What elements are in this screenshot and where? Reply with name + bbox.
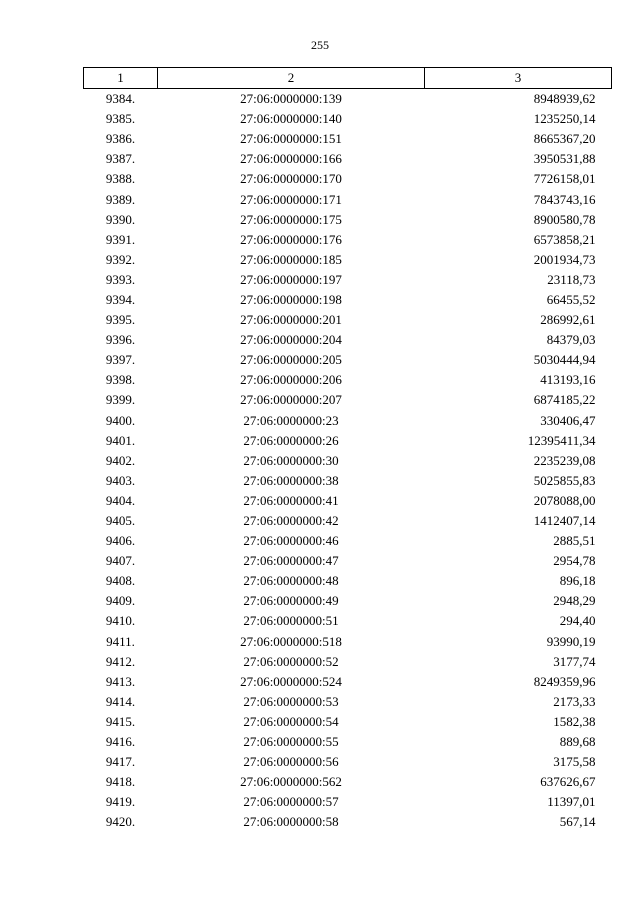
row-number-cell: 9387.	[105, 151, 136, 167]
table-row	[84, 370, 612, 390]
table-row	[84, 330, 612, 350]
table-row	[84, 270, 612, 290]
row-number-cell: 9414.	[105, 693, 136, 709]
table-row	[84, 692, 612, 712]
value-cell: 2078088,00	[533, 492, 596, 508]
table-row	[84, 431, 612, 451]
row-number-cell: 9400.	[105, 412, 136, 428]
row-number-cell: 9399.	[105, 392, 136, 408]
row-number-cell: 9416.	[105, 734, 136, 750]
row-number-cell: 9392.	[105, 251, 136, 267]
cadastral-number-cell: 27:06:0000000:185	[240, 251, 342, 267]
cadastral-number-cell: 27:06:0000000:166	[240, 151, 342, 167]
row-number-cell: 9393.	[105, 271, 136, 287]
table-row	[84, 471, 612, 491]
row-number-cell: 9405.	[105, 513, 136, 529]
value-cell: 11397,01	[547, 794, 596, 810]
cadastral-number-cell: 27:06:0000000:201	[240, 312, 342, 328]
table-row	[84, 712, 612, 732]
cadastral-number-cell: 27:06:0000000:58	[243, 814, 339, 830]
table-header	[84, 68, 612, 89]
cadastral-number-cell: 27:06:0000000:197	[240, 271, 342, 287]
value-cell: 7843743,16	[533, 191, 596, 207]
value-cell: 7726158,01	[533, 171, 596, 187]
row-number-cell: 9417.	[105, 754, 136, 770]
value-cell: 12395411,34	[527, 432, 596, 448]
row-number-cell: 9409.	[105, 593, 136, 609]
value-cell: 637626,67	[540, 774, 596, 790]
table-row	[84, 772, 612, 792]
cadastral-number-cell: 27:06:0000000:55	[243, 734, 339, 750]
row-number-cell: 9413.	[105, 673, 136, 689]
cadastral-number-cell: 27:06:0000000:38	[243, 472, 339, 488]
table-row	[84, 210, 612, 230]
table-row	[84, 89, 612, 110]
value-cell: 66455,52	[546, 291, 596, 307]
row-number-cell: 9411.	[106, 633, 135, 649]
value-cell: 5025855,83	[533, 472, 596, 488]
cadastral-number-cell: 27:06:0000000:524	[240, 673, 342, 689]
cadastral-number-cell: 27:06:0000000:51	[243, 613, 339, 629]
table-row	[84, 571, 612, 591]
header-row	[84, 68, 612, 89]
row-number-cell: 9403.	[105, 472, 136, 488]
cadastral-number-cell: 27:06:0000000:48	[243, 573, 339, 589]
column-header-2: 2	[158, 68, 425, 89]
cadastral-number-cell: 27:06:0000000:53	[243, 693, 339, 709]
table-row	[84, 511, 612, 531]
table-row	[84, 812, 612, 832]
table-row	[84, 491, 612, 511]
cadastral-number-cell: 27:06:0000000:205	[240, 352, 342, 368]
row-number-cell: 9418.	[105, 774, 136, 790]
value-cell: 413193,16	[540, 372, 596, 388]
value-cell: 2948,29	[553, 593, 596, 609]
value-cell: 23118,73	[547, 271, 596, 287]
row-number-cell: 9391.	[105, 231, 136, 247]
table-row	[84, 290, 612, 310]
value-cell: 8665367,20	[533, 131, 596, 147]
table-row	[84, 230, 612, 250]
value-cell: 1235250,14	[533, 111, 596, 127]
row-number-cell: 9396.	[105, 332, 136, 348]
value-cell: 2954,78	[553, 553, 596, 569]
row-number-cell: 9415.	[105, 713, 136, 729]
row-number-cell: 9398.	[105, 372, 136, 388]
table-row	[84, 310, 612, 330]
value-cell: 2885,51	[553, 533, 596, 549]
cadastral-number-cell: 27:06:0000000:175	[240, 211, 342, 227]
row-number-cell: 9401.	[105, 432, 136, 448]
value-cell: 84379,03	[546, 332, 596, 348]
table-row	[84, 792, 612, 812]
row-number-cell: 9410.	[105, 613, 136, 629]
value-cell: 3175,58	[553, 754, 596, 770]
cadastral-number-cell: 27:06:0000000:140	[240, 111, 342, 127]
row-number-cell: 9385.	[105, 111, 136, 127]
cadastral-number-cell: 27:06:0000000:198	[240, 291, 342, 307]
table-row	[84, 531, 612, 551]
table-row	[84, 752, 612, 772]
table-row	[84, 551, 612, 571]
row-number-cell: 9394.	[105, 291, 136, 307]
cadastral-number-cell: 27:06:0000000:562	[240, 774, 342, 790]
row-number-cell: 9386.	[105, 131, 136, 147]
table-row	[84, 652, 612, 672]
cadastral-number-cell: 27:06:0000000:518	[240, 633, 342, 649]
cadastral-number-cell: 27:06:0000000:57	[243, 794, 339, 810]
table-row	[84, 109, 612, 129]
value-cell: 3950531,88	[533, 151, 596, 167]
value-cell: 889,68	[559, 734, 596, 750]
cadastral-number-cell: 27:06:0000000:56	[243, 754, 339, 770]
row-number-cell: 9406.	[105, 533, 136, 549]
table-row	[84, 672, 612, 692]
value-cell: 2001934,73	[533, 251, 596, 267]
table-row	[84, 732, 612, 752]
cadastral-number-cell: 27:06:0000000:47	[243, 553, 339, 569]
row-number-cell: 9404.	[105, 492, 136, 508]
value-cell: 6874185,22	[533, 392, 596, 408]
cadastral-number-cell: 27:06:0000000:46	[243, 533, 339, 549]
cadastral-number-cell: 27:06:0000000:49	[243, 593, 339, 609]
row-number-cell: 9390.	[105, 211, 136, 227]
value-cell: 5030444,94	[533, 352, 596, 368]
page-number: 255	[311, 38, 329, 52]
table-row	[84, 149, 612, 169]
cadastral-number-cell: 27:06:0000000:206	[240, 372, 342, 388]
cadastral-number-cell: 27:06:0000000:139	[240, 91, 342, 107]
cadastral-number-cell: 27:06:0000000:54	[243, 713, 339, 729]
row-number-cell: 9395.	[105, 312, 136, 328]
value-cell: 1582,38	[553, 713, 596, 729]
row-number-cell: 9408.	[105, 573, 136, 589]
table-row	[84, 411, 612, 431]
cadastral-number-cell: 27:06:0000000:151	[240, 131, 342, 147]
table-row	[84, 189, 612, 209]
value-cell: 8948939,62	[533, 91, 596, 107]
row-number-cell: 9389.	[105, 191, 136, 207]
value-cell: 567,14	[559, 814, 596, 830]
cadastral-number-cell: 27:06:0000000:52	[243, 653, 339, 669]
row-number-cell: 9384.	[105, 91, 136, 107]
row-number-cell: 9412.	[105, 653, 136, 669]
column-header-1: 1	[84, 68, 158, 89]
row-number-cell: 9397.	[105, 352, 136, 368]
cadastral-number-cell: 27:06:0000000:207	[240, 392, 342, 408]
value-cell: 8249359,96	[533, 673, 596, 689]
value-cell: 896,18	[559, 573, 596, 589]
table-row	[84, 591, 612, 611]
cadastral-number-cell: 27:06:0000000:41	[243, 492, 339, 508]
cadastral-number-cell: 27:06:0000000:42	[243, 513, 339, 529]
row-number-cell: 9420.	[105, 814, 136, 830]
table-row	[84, 250, 612, 270]
row-number-cell: 9388.	[105, 171, 136, 187]
row-number-cell: 9407.	[105, 553, 136, 569]
value-cell: 286992,61	[540, 312, 596, 328]
cadastral-number-cell: 27:06:0000000:204	[240, 332, 342, 348]
table-row	[84, 611, 612, 631]
value-cell: 3177,74	[553, 653, 596, 669]
cadastral-number-cell: 27:06:0000000:170	[240, 171, 342, 187]
value-cell: 2235239,08	[533, 452, 596, 468]
cadastral-number-cell: 27:06:0000000:171	[240, 191, 342, 207]
value-cell: 294,40	[559, 613, 596, 629]
value-cell: 2173,33	[553, 693, 596, 709]
table-body	[84, 89, 612, 833]
row-number-cell: 9419.	[105, 794, 136, 810]
value-cell: 6573858,21	[533, 231, 596, 247]
value-cell: 8900580,78	[533, 211, 596, 227]
cadastral-number-cell: 27:06:0000000:176	[240, 231, 342, 247]
cadastral-number-cell: 27:06:0000000:30	[243, 452, 339, 468]
table-row	[84, 632, 612, 652]
cadastral-number-cell: 27:06:0000000:23	[243, 412, 339, 428]
table-row	[84, 390, 612, 410]
column-header-3: 3	[425, 68, 612, 89]
table-row	[84, 451, 612, 471]
table-row	[84, 169, 612, 189]
table-row	[84, 129, 612, 149]
value-cell: 1412407,14	[533, 513, 596, 529]
data-table	[83, 67, 612, 832]
value-cell: 93990,19	[546, 633, 596, 649]
cadastral-number-cell: 27:06:0000000:26	[243, 432, 339, 448]
table-row	[84, 350, 612, 370]
row-number-cell: 9402.	[105, 452, 136, 468]
value-cell: 330406,47	[540, 412, 596, 428]
